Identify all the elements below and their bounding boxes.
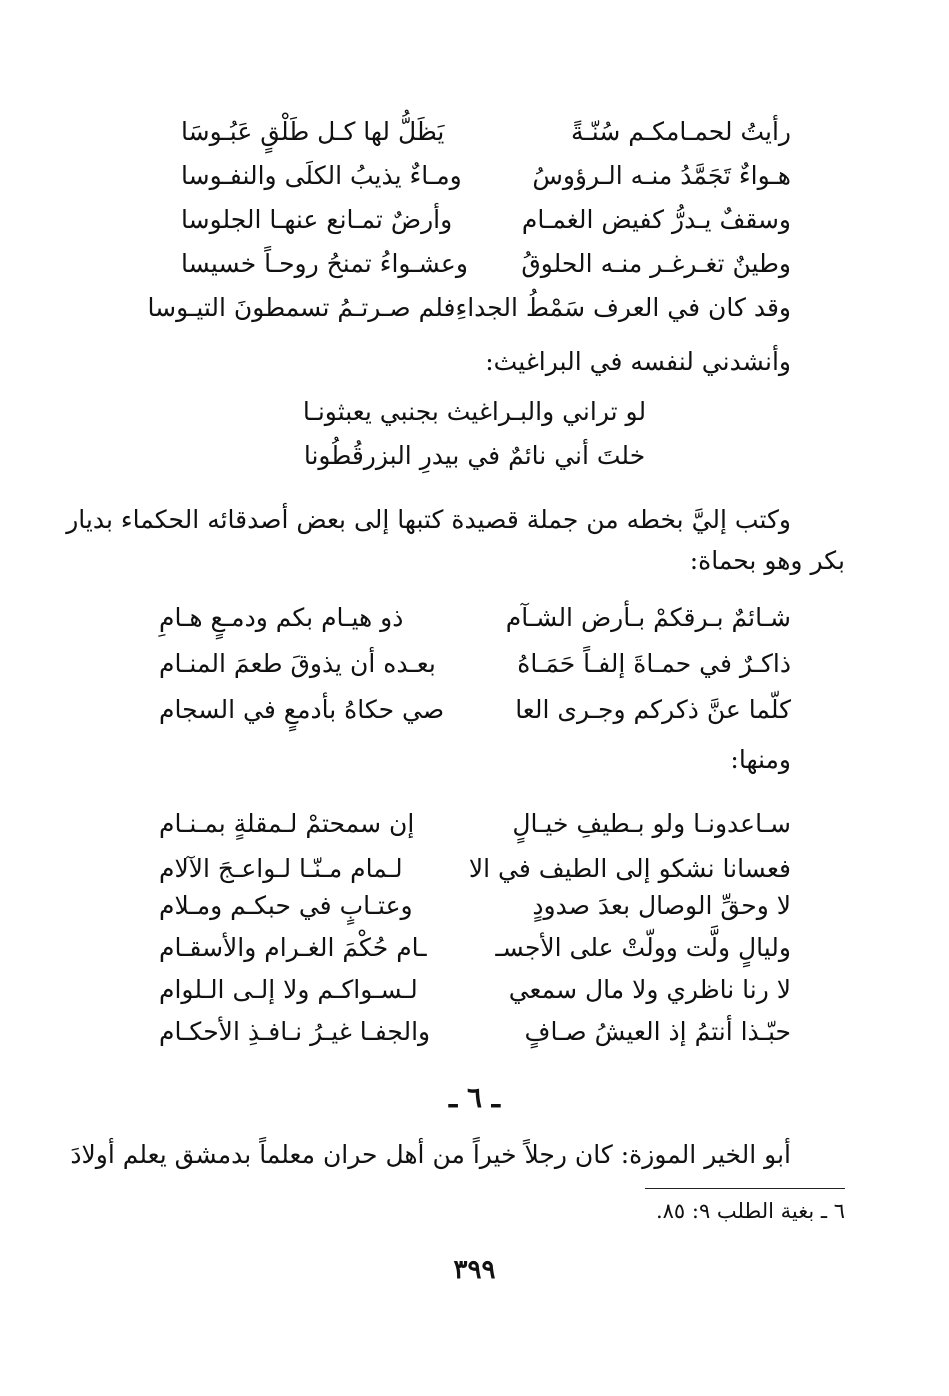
- hemistich-second: وعشـواءُ تمنحُ روحـاً خسيسا: [181, 248, 468, 278]
- hemistich-first: شـائمٌ بـرقكمْ بـأرض الشـآم: [505, 602, 791, 632]
- hemistich-second: وأرضٌ تمـانع عنهـا الجلوسا: [181, 204, 453, 234]
- poem1-verse-3: [181, 196, 791, 242]
- hemistich-second: صي حكاهُ بأدمعٍ في السجام: [159, 694, 445, 724]
- hemistich-second: لـمام مـنّـا لـواعـجَ الآلام: [159, 853, 403, 883]
- hemistich-second: يَظَلُّ لها كـل طَلْقٍ عَبُـوسَا: [181, 116, 445, 146]
- hemistich-second: فلم صـرتـمُ تسمطونَ التيـوسا: [147, 292, 456, 322]
- footnote-rule: [645, 1188, 845, 1189]
- poem4-verse-4: [159, 924, 791, 970]
- poem3-verse-3: [159, 686, 791, 732]
- poem2-verse-2: خلتَ أني نائمٌ في بيدرِ البزرقُطُونا: [303, 441, 646, 470]
- hemistich-second: والجفـا غيـرُ نـافـذِ الأحكـام: [159, 1016, 431, 1046]
- hemistich-first: كلّما عنَّ ذكركم وجـرى العا: [515, 694, 791, 724]
- poem4-verse-1: [159, 800, 791, 846]
- hemistich-first: فعسانا نشكو إلى الطيف في الا: [468, 853, 791, 883]
- hemistich-second: ـام حُكْمَ الغـرام والأسقـام: [159, 932, 427, 962]
- poem1-verse-4: [181, 240, 791, 286]
- hemistich-first: وليالٍ ولَّت وولّتْ على الأجسـ: [495, 932, 791, 962]
- hemistich-first: هـواءٌ تَجَمَّدُ منـه الـرؤوسُ: [532, 160, 791, 190]
- hemistich-first: لا وحقِّ الوصال بعدَ صدودٍ: [532, 890, 791, 920]
- poem3-verse-1: [159, 594, 791, 640]
- poem3-verse-2: [159, 640, 791, 686]
- poem1-verse-5: [147, 284, 791, 330]
- poem1-verse-1: [181, 108, 791, 154]
- hemistich-first: وقد كان في العرف سَمْطُ الجداءِ: [455, 292, 791, 322]
- poem1-verse-2: [181, 152, 791, 198]
- hemistich-first: سـاعدونـا ولو بـطيفِ خيـالٍ: [512, 808, 791, 838]
- poem2-verse-1: لو تراني والبـراغيث بجنبي يعبثونـا: [302, 397, 647, 426]
- hemistich-second: لـسـواكـم ولا إلـى الـلوام: [159, 974, 418, 1004]
- section-number: ـ ٦ ـ: [449, 1081, 500, 1114]
- intro-from-it: ومنها:: [730, 745, 791, 774]
- intro-fleas: وأنشدني لنفسه في البراغيث:: [485, 347, 791, 376]
- section-text: أبو الخير الموزة: كان رجلاً خيراً من أهل حران معلماً بدمشق يعلم أولادَ: [70, 1140, 791, 1169]
- hemistich-first: لا رنا ناظري ولا مال سمعي: [508, 974, 791, 1004]
- page-number: ٣٩٩: [453, 1255, 496, 1285]
- hemistich-first: رأيتُ لحمـامكـم سُنّـةً: [571, 116, 791, 146]
- hemistich-first: ذاكـرٌ في حمـاةَ إلفـاً حَمَـاهُ: [517, 648, 791, 678]
- hemistich-second: ومـاءٌ يذيبُ الكلَى والنفـوسا: [181, 160, 462, 190]
- poem4-verse-3: [159, 882, 791, 928]
- hemistich-second: وعتـابٍ في حبكـم ومـلام: [159, 890, 413, 920]
- footnote: ٦ ـ بغية الطلب ٩: ٨٥.: [655, 1199, 845, 1223]
- poem4-verse-6: [159, 1008, 791, 1054]
- hemistich-first: حبّـذا أنتمُ إذ العيشُ صـافٍ: [524, 1016, 791, 1046]
- hemistich-second: إن سمحتمْ لـمقلةٍ بمـنـام: [159, 808, 415, 838]
- hemistich-second: بعـده أن يذوقَ طعمَ المنـام: [159, 648, 436, 678]
- hemistich-first: وطينٌ تغـرغـر منـه الحلوقُ: [521, 248, 791, 278]
- hemistich-first: وسقفٌ يـدرُّ كفيض الغمـام: [521, 204, 791, 234]
- intro-letter-line-2: بكر وهو بحماة:: [689, 546, 845, 575]
- hemistich-second: ذو هيـام بكم ودمـعٍ هـامِ: [159, 602, 404, 632]
- poem4-verse-5: [159, 966, 791, 1012]
- intro-letter-line-1: وكتب إليَّ بخطه من جملة قصيدة كتبها إلى بعض أصدقائه الحكماء بديار: [66, 505, 791, 534]
